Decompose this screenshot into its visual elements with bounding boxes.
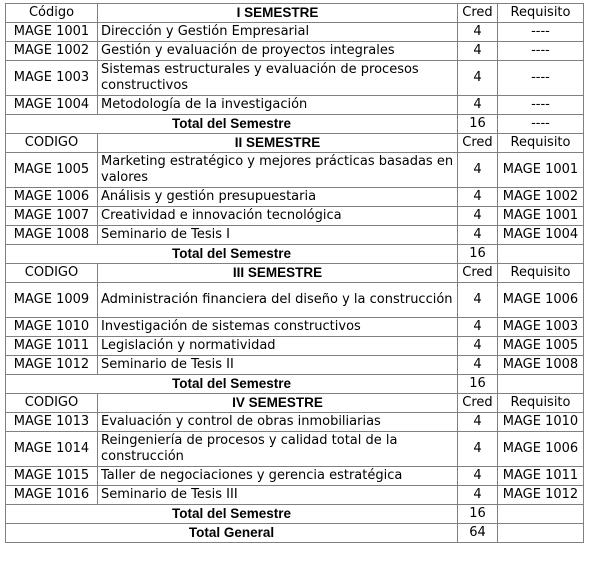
semester-title: IV SEMESTRE [98,394,458,413]
course-credits: 4 [458,42,498,61]
course-credits: 4 [458,23,498,42]
course-row [6,318,584,337]
course-credits: 4 [458,356,498,375]
semester-total-requisite [498,245,584,264]
grand-total-row [6,524,584,543]
course-requisite: MAGE 1006 [498,432,584,467]
course-code: MAGE 1010 [6,318,98,337]
semester-title: III SEMESTRE [98,264,458,283]
semester-total-requisite: ---- [498,115,584,134]
semester-total-row [6,505,584,524]
course-code: MAGE 1015 [6,467,98,486]
course-credits: 4 [458,153,498,188]
course-row [6,337,584,356]
course-row [6,413,584,432]
course-row [6,467,584,486]
course-requisite: MAGE 1004 [498,226,584,245]
course-name: Gestión y evaluación de proyectos integrales [98,42,458,61]
semester-1-header-row [6,4,584,23]
course-row [6,226,584,245]
semester-2-header-row [6,134,584,153]
semester-title: I SEMESTRE [98,4,458,23]
semester-total-requisite [498,505,584,524]
column-header-code: CODIGO [6,134,98,153]
semester-3-header-row [6,264,584,283]
column-header-cred: Cred [458,4,498,23]
course-row [6,486,584,505]
course-name: Seminario de Tesis I [98,226,458,245]
semester-total-credits: 16 [458,375,498,394]
course-code: MAGE 1013 [6,413,98,432]
course-name: Legislación y normatividad [98,337,458,356]
course-requisite: MAGE 1003 [498,318,584,337]
course-code: MAGE 1008 [6,226,98,245]
course-row [6,96,584,115]
course-code: MAGE 1007 [6,207,98,226]
course-name: Creatividad e innovación tecnológica [98,207,458,226]
course-name: Metodología de la investigación [98,96,458,115]
course-name: Análisis y gestión presupuestaria [98,188,458,207]
course-code: MAGE 1002 [6,42,98,61]
course-credits: 4 [458,96,498,115]
semester-total-row [6,375,584,394]
grand-total-requisite [498,524,584,543]
course-requisite: MAGE 1006 [498,283,584,318]
column-header-cred: Cred [458,134,498,153]
course-credits: 4 [458,337,498,356]
course-credits: 4 [458,432,498,467]
course-credits: 4 [458,486,498,505]
semester-total-row [6,115,584,134]
course-code: MAGE 1006 [6,188,98,207]
course-credits: 4 [458,318,498,337]
column-header-cred: Cred [458,394,498,413]
column-header-requisito: Requisito [498,394,584,413]
course-name: Sistemas estructurales y evaluación de procesos constructivos [98,61,458,96]
semester-total-credits: 16 [458,505,498,524]
course-credits: 4 [458,207,498,226]
course-credits: 4 [458,413,498,432]
semester-total-label: Total del Semestre [6,505,458,524]
course-code: MAGE 1005 [6,153,98,188]
course-requisite: ---- [498,23,584,42]
course-code: MAGE 1012 [6,356,98,375]
course-name: Seminario de Tesis III [98,486,458,505]
grand-total-credits: 64 [458,524,498,543]
course-requisite: MAGE 1001 [498,153,584,188]
course-code: MAGE 1009 [6,283,98,318]
course-row [6,23,584,42]
course-requisite: MAGE 1002 [498,188,584,207]
course-name: Taller de negociaciones y gerencia estratégica [98,467,458,486]
semester-title: II SEMESTRE [98,134,458,153]
course-name: Marketing estratégico y mejores prácticas basadas en valores [98,153,458,188]
semester-total-credits: 16 [458,115,498,134]
course-name: Investigación de sistemas constructivos [98,318,458,337]
curriculum-table [5,3,584,543]
course-requisite: ---- [498,96,584,115]
course-code: MAGE 1001 [6,23,98,42]
course-row [6,42,584,61]
curriculum-document [5,3,584,543]
column-header-requisito: Requisito [498,134,584,153]
course-requisite: MAGE 1005 [498,337,584,356]
course-row [6,61,584,96]
course-requisite: MAGE 1011 [498,467,584,486]
semester-total-label: Total del Semestre [6,245,458,264]
course-name: Seminario de Tesis II [98,356,458,375]
column-header-cred: Cred [458,264,498,283]
course-name: Evaluación y control de obras inmobiliarias [98,413,458,432]
course-credits: 4 [458,226,498,245]
grand-total-label: Total General [6,524,458,543]
course-code: MAGE 1016 [6,486,98,505]
semester-total-credits: 16 [458,245,498,264]
course-requisite: MAGE 1008 [498,356,584,375]
course-name: Reingeniería de procesos y calidad total de la construcción [98,432,458,467]
course-row [6,283,584,318]
semester-total-label: Total del Semestre [6,375,458,394]
semester-total-requisite [498,375,584,394]
course-credits: 4 [458,283,498,318]
course-requisite: MAGE 1012 [498,486,584,505]
course-credits: 4 [458,188,498,207]
column-header-requisito: Requisito [498,264,584,283]
column-header-requisito: Requisito [498,4,584,23]
course-requisite: MAGE 1010 [498,413,584,432]
course-code: MAGE 1014 [6,432,98,467]
column-header-code: CODIGO [6,394,98,413]
course-name: Administración financiera del diseño y la construcción [98,283,458,318]
course-row [6,153,584,188]
course-name: Dirección y Gestión Empresarial [98,23,458,42]
semester-total-row [6,245,584,264]
semester-4-header-row [6,394,584,413]
course-credits: 4 [458,467,498,486]
course-code: MAGE 1011 [6,337,98,356]
course-code: MAGE 1003 [6,61,98,96]
course-requisite: MAGE 1001 [498,207,584,226]
course-row [6,207,584,226]
course-row [6,432,584,467]
course-requisite: ---- [498,61,584,96]
course-credits: 4 [458,61,498,96]
course-row [6,188,584,207]
course-requisite: ---- [498,42,584,61]
column-header-code: CODIGO [6,264,98,283]
course-code: MAGE 1004 [6,96,98,115]
column-header-code: Código [6,4,98,23]
course-row [6,356,584,375]
semester-total-label: Total del Semestre [6,115,458,134]
